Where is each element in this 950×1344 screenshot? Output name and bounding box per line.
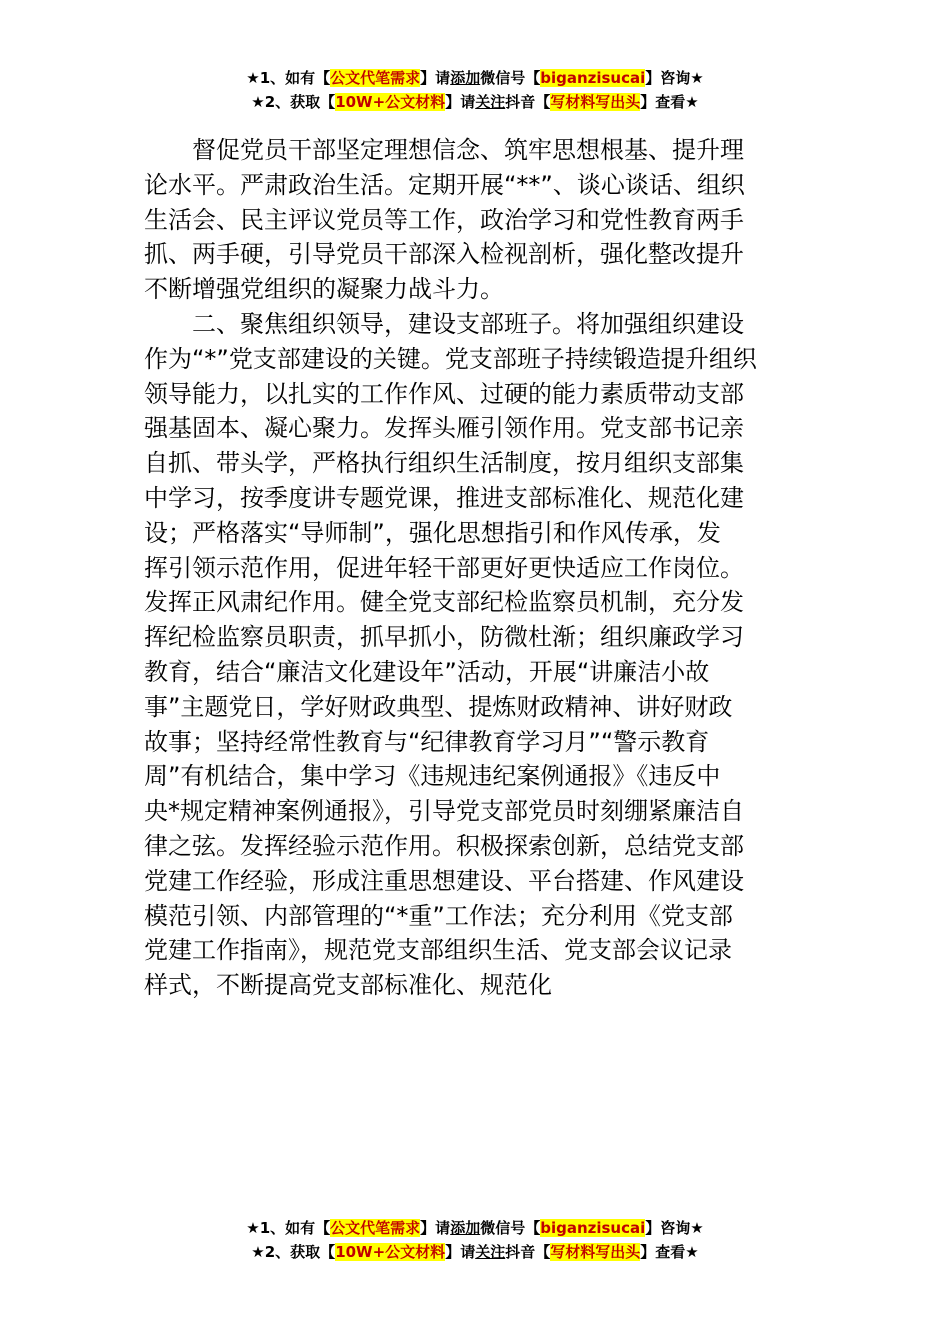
banner-emphasis: 关注 xyxy=(475,1243,506,1261)
banner-highlight: 10W+公文材料 xyxy=(335,1243,446,1261)
text-line: 作为“*”党支部建设的关键。党支部班子持续锻造提升组织 xyxy=(144,344,757,373)
text-line: 挥纪检监察员职责，抓早抓小，防微杜渐；组织廉政学习 xyxy=(144,623,744,652)
banner-text: ★1、如有【 xyxy=(246,69,331,87)
text-line: 生活会、民主评议党员等工作，政治学习和党性教育两手 xyxy=(144,205,744,234)
banner-text: 】查看★ xyxy=(640,1243,699,1261)
text-line: 党建工作经验，形成注重思想建设、平台搭建、作风建设 xyxy=(144,866,744,895)
text-line: 强基固本、凝心聚力。发挥头雁引领作用。党支部书记亲 xyxy=(144,414,744,443)
banner-highlight: 10W+公文材料 xyxy=(335,93,446,111)
banner-text: 】查看★ xyxy=(640,93,699,111)
text-line: 党建工作指南》，规范党支部组织生活、党支部会议记录 xyxy=(144,936,732,965)
text-line: 领导能力，以扎实的工作作风、过硬的能力素质带动支部 xyxy=(144,379,744,408)
bottom-banner xyxy=(0,1216,950,1264)
text-line: 周”有机结合，集中学习《违规违纪案例通报》《违反中 xyxy=(144,762,721,791)
text-line: 不断增强党组织的凝聚力战斗力。 xyxy=(144,275,504,304)
section-heading-line: 二、聚焦组织领导，建设支部班子。将加强组织建设 xyxy=(192,309,744,338)
text-line: 发挥正风肃纪作用。健全党支部纪检监察员机制，充分发 xyxy=(144,588,744,617)
banner-text: 】咨询★ xyxy=(645,69,704,87)
banner-text: 微信号【 xyxy=(480,69,541,87)
text-line: 督促党员干部坚定理想信念、筑牢思想根基、提升理 xyxy=(192,136,744,164)
text-line: 教育，结合“廉洁文化建设年”活动，开展“讲廉洁小故 xyxy=(144,657,710,686)
banner-line-2 xyxy=(0,1240,950,1264)
banner-text: 】请 xyxy=(420,1219,451,1237)
banner-text: 】咨询★ xyxy=(645,1219,704,1237)
banner-wechat-id: biganzisucai xyxy=(540,1219,646,1237)
banner-text: ★2、获取【 xyxy=(251,1243,336,1261)
banner-text: 抖音【 xyxy=(505,93,551,111)
banner-emphasis: 关注 xyxy=(475,93,506,111)
text-line: 自抓、带头学，严格执行组织生活制度，按月组织支部集 xyxy=(144,449,744,478)
banner-emphasis: 添加 xyxy=(450,69,481,87)
banner-text: ★1、如有【 xyxy=(246,1219,331,1237)
banner-douyin-id: 写材料写出头 xyxy=(550,93,641,111)
text-line: 挥引领示范作用，促进年轻干部更好更快适应工作岗位。 xyxy=(144,553,744,582)
banner-text: 】请 xyxy=(420,69,451,87)
text-line: 律之弦。发挥经验示范作用。积极探索创新，总结党支部 xyxy=(144,831,744,860)
banner-line-2 xyxy=(0,90,950,114)
text-line: 故事；坚持经常性教育与“纪律教育学习月”“警示教育 xyxy=(144,727,710,756)
banner-line-1 xyxy=(0,1216,950,1240)
banner-emphasis: 添加 xyxy=(450,1219,481,1237)
top-banner xyxy=(0,66,950,114)
text-line: 设；严格落实“导师制”，强化思想指引和作风传承，发 xyxy=(144,518,721,547)
document-body xyxy=(144,133,808,1003)
text-line: 中学习，按季度讲专题党课，推进支部标准化、规范化建 xyxy=(144,483,744,512)
text-line: 事”主题党日，学好财政典型、提炼财政精神、讲好财政 xyxy=(144,692,733,721)
banner-douyin-id: 写材料写出头 xyxy=(550,1243,641,1261)
banner-wechat-id: biganzisucai xyxy=(540,69,646,87)
text-line: 论水平。严肃政治生活。定期开展“**”、谈心谈话、组织 xyxy=(144,170,745,199)
banner-highlight: 公文代笔需求 xyxy=(330,1219,421,1237)
text-line: 央*规定精神案例通报》，引导党支部党员时刻绷紧廉洁自 xyxy=(144,797,744,826)
banner-text: ★2、获取【 xyxy=(251,93,336,111)
banner-text: 微信号【 xyxy=(480,1219,541,1237)
banner-line-1 xyxy=(0,66,950,90)
banner-text: 】请 xyxy=(445,93,476,111)
banner-highlight: 公文代笔需求 xyxy=(330,69,421,87)
text-line: 样式，不断提高党支部标准化、规范化 xyxy=(144,971,552,1000)
banner-text: 抖音【 xyxy=(505,1243,551,1261)
text-line: 抓、两手硬，引导党员干部深入检视剖析，强化整改提升 xyxy=(144,240,744,269)
banner-text: 】请 xyxy=(445,1243,476,1261)
text-line: 模范引领、内部管理的“*重”工作法；充分利用《党支部 xyxy=(144,901,733,930)
